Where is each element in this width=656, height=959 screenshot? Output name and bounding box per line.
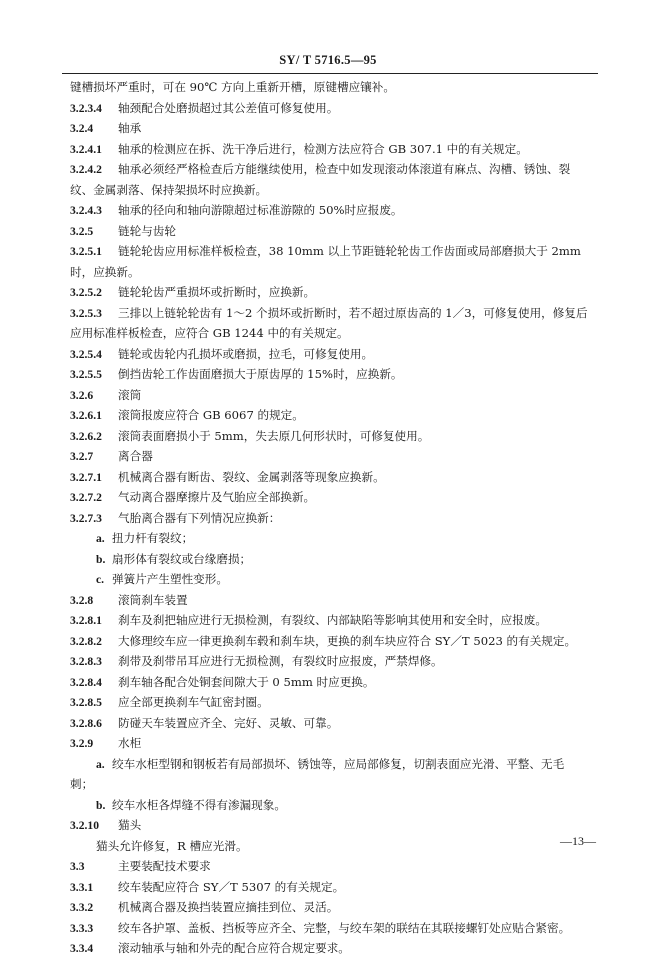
text-line [70,118,594,139]
text-line [70,897,594,918]
clause-number: 3.2.4 [70,122,94,135]
clause-text: 滚筒表面磨损小于 5mm，失去原几何形状时，可修复使用。 [118,428,430,443]
text-line [70,200,594,221]
clause-number: 3.2.6 [70,388,94,402]
text-line [70,713,594,734]
text-line [70,877,594,898]
clause-text: 滚筒报废应符合 GB 6067 的规定。 [118,408,304,422]
text-line [70,262,594,283]
text-line [70,590,594,611]
text-line [70,139,594,160]
text-line [70,795,594,816]
clause-text: 倒挡齿轮工作齿面磨损大于原齿厚的 15%时，应换新。 [118,367,403,381]
text-line [70,610,594,631]
clause-number: 3.2.8 [70,593,94,607]
clause-number: 3.2.8.6 [70,716,102,730]
clause-text: 扭力杆有裂纹； [112,531,194,545]
text-line [70,426,594,447]
clause-text: 水柜 [118,736,142,750]
clause-number: 3.2.8.2 [70,634,102,648]
text-line [70,241,594,262]
text-line [70,815,594,836]
list-marker: a. [96,757,105,771]
clause-text: 防碰天车装置应齐全、完好、灵敏、可靠。 [118,715,339,730]
text-line [70,836,594,857]
text-line [70,303,594,324]
page-number: —13— [560,834,596,848]
text-line [70,754,594,775]
clause-text: 绞车装配应符合 SY／T 5307 的有关规定。 [118,879,345,894]
text-line [70,180,594,201]
text-line [70,918,594,939]
clause-number: 3.2.7.3 [70,511,102,525]
text-line [70,774,594,795]
clause-text: 轴承的径向和轴向游隙超过标准游隙的 50%时应报废。 [118,203,403,217]
page-header: SY/ T 5716.5—95 [279,53,377,67]
clause-number: 3.3.4 [70,942,94,955]
clause-text: 机械离合器及换挡装置应摘挂到位、灵活。 [118,900,339,914]
text-line [70,364,594,385]
list-marker: a. [96,532,105,545]
clause-number: 3.2.3.4 [70,101,102,115]
clause-number: 3.2.8.3 [70,655,102,668]
clause-text: 纹、金属剥落、保持架损坏时应换新。 [70,182,268,197]
clause-number: 3.2.8.1 [70,614,102,627]
text-line [70,385,594,406]
text-line [70,672,594,693]
text-line [70,77,594,98]
text-line [70,508,594,529]
clause-number: 3.2.5.5 [70,368,102,381]
clause-text: 绞车水柜各焊缝不得有渗漏现象。 [112,797,286,812]
clause-number: 3.2.5.2 [70,286,102,299]
clause-text: 应全部更换刹车气缸密封圈。 [118,695,269,709]
clause-number: 3.2.5.4 [70,347,102,361]
text-line [70,323,594,344]
clause-text: 滚筒 [118,387,142,402]
text-line [70,856,594,877]
clause-text: 链轮轮齿严重损坏或折断时，应换新。 [118,285,316,299]
clause-number: 3.2.5.1 [70,245,102,258]
clause-text: 三排以上链轮轮齿有 1～2 个损坏或折断时，若不超过原齿高的 1／3，可修复使用，修复后 [118,305,588,320]
clause-number: 3.2.9 [70,737,94,750]
clause-text: 主要装配技术要求 [118,859,211,873]
clause-text: 绞车水柜型钢和钢板若有局部损坏、锈蚀等，应局部修复，切割表面应光滑、平整、无毛 [112,756,565,771]
text-line [70,692,594,713]
list-marker: b. [96,798,106,812]
text-line [70,528,594,549]
text-line [70,651,594,672]
clause-number: 3.2.7.2 [70,491,102,504]
clause-number: 3.2.8.4 [70,675,102,689]
clause-text: 刺； [70,777,94,791]
clause-text: 大修理绞车应一律更换刹车毂和刹车块，更换的刹车块应符合 SY／T 5023 的有关规定。 [118,633,577,648]
clause-text: 应用标准样板检查，应符合 GB 1244 中的有关规定。 [70,326,349,340]
text-line [70,98,594,119]
clause-number: 3.3.3 [70,921,94,935]
text-line [70,282,594,303]
clause-number: 3.2.7.1 [70,470,102,484]
clause-number: 3.2.6.1 [70,409,102,422]
clause-number: 3.2.10 [70,819,99,832]
clause-text: 离合器 [118,449,153,463]
clause-number: 3.3 [70,860,85,873]
list-marker: b. [96,552,106,566]
clause-text: 气胎离合器有下列情况应换新： [118,510,281,525]
clause-number: 3.2.4.2 [70,163,102,176]
clause-number: 3.2.4.1 [70,142,102,156]
text-line [70,487,594,508]
clause-text: 机械离合器有断齿、裂纹、金属剥落等现象应换新。 [118,469,385,484]
text-line [70,405,594,426]
clause-text: 猫头 [118,818,142,832]
text-line [70,938,594,959]
clause-text: 链轮与齿轮 [118,223,176,238]
clause-text: 刹车及刹把轴应进行无损检测，有裂纹、内部缺陷等影响其使用和安全时，应报废。 [118,613,547,627]
clause-number: 3.2.5 [70,224,94,238]
clause-text: 滚筒刹车装置 [118,592,188,607]
clause-text: 猫头允许修复，R 槽应光滑。 [96,838,248,853]
clause-text: 刹车轴各配合处铜套间隙大于 0 5mm 时应更换。 [118,674,375,689]
clause-text: 扇形体有裂纹或台缘磨损； [112,551,252,566]
clause-number: 3.3.2 [70,901,94,914]
clause-text: 刹带及刹带吊耳应进行无损检测，有裂纹时应报废，严禁焊修。 [118,654,443,668]
text-line [70,569,594,590]
list-marker: c. [96,573,105,586]
text-line [70,159,594,180]
text-line [70,446,594,467]
clause-number: 3.2.7 [70,450,94,463]
clause-number: 3.2.4.3 [70,204,102,217]
clause-text: 轴承的检测应在拆、洗干净后进行，检测方法应符合 GB 307.1 中的有关规定。 [118,141,528,156]
clause-number: 3.2.6.2 [70,429,102,443]
text-line [70,467,594,488]
document-body [70,77,594,959]
text-line [70,221,594,242]
header-rule [62,73,598,74]
clause-number: 3.2.5.3 [70,306,102,320]
text-line [70,631,594,652]
clause-text: 气动离合器摩擦片及气胎应全部换新。 [118,490,316,504]
text-line [70,344,594,365]
text-line [70,549,594,570]
clause-text: 轴承 [118,121,142,135]
text-line [70,733,594,754]
clause-text: 链轮轮齿应用标准样板检查，38 10mm 以上节距链轮轮齿工作齿面或局部磨损大于 2mm [118,244,581,258]
clause-text: 键槽损坏严重时，可在 90℃ 方向上重新开槽，原键槽应镶补。 [70,80,395,94]
clause-text: 时，应换新。 [70,264,140,279]
clause-number: 3.3.1 [70,880,94,894]
clause-text: 轴颈配合处磨损超过其公差值可修复使用。 [118,100,339,115]
clause-text: 轴承必须经严格检查后方能继续使用，检查中如发现滚动体滚道有麻点、沟槽、锈蚀、裂 [118,162,571,176]
clause-text: 弹簧片产生塑性变形。 [112,572,228,586]
clause-text: 链轮或齿轮内孔损坏或磨损，拉毛，可修复使用。 [118,346,374,361]
clause-text: 绞车各护罩、盖板、挡板等应齐全、完整，与绞车架的联结在其联接螺钉处应贴合紧密。 [118,920,571,935]
clause-text: 滚动轴承与轴和外壳的配合应符合规定要求。 [118,941,350,955]
clause-number: 3.2.8.5 [70,696,102,709]
